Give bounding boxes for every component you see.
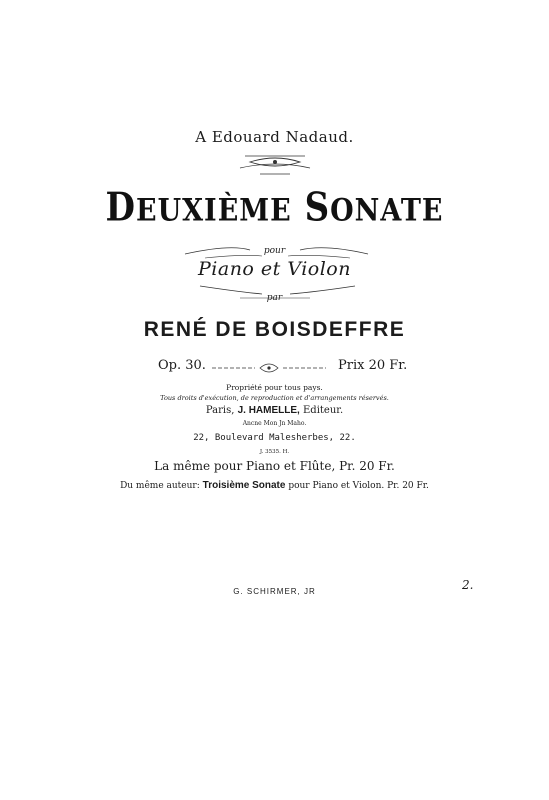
dedication: A Edouard Nadaud.: [195, 128, 354, 146]
library-stamp: G. SCHIRMER, JR: [233, 587, 316, 596]
price: Prix 20 Fr.: [338, 358, 408, 373]
dash-ornament: [0, 358, 549, 378]
composer-name: RENÉ DE BOISDEFFRE: [143, 318, 406, 341]
flourish-ornament-top: [0, 148, 549, 188]
opus-number: Op. 30.: [158, 358, 206, 373]
also-available: La même pour Piano et Flûte, Pr. 20 Fr.: [154, 459, 395, 473]
par-label: par: [266, 293, 283, 303]
pour-label: pour: [263, 246, 286, 256]
rights-notice: Propriété pour tous pays.: [226, 383, 323, 392]
instrumentation: Piano et Violon: [198, 258, 351, 280]
plate-number: J. 3535. H.: [259, 449, 290, 455]
same-author-note: Du même auteur: Troisième Sonate pour Piano et Violon. Pr. 20 Fr.: [120, 480, 429, 491]
publisher-predecessor: Ancne Mon Jn Maho.: [242, 420, 307, 427]
page-mark: 2.: [462, 578, 474, 592]
work-title: DEUXIÈME SONATE: [105, 185, 444, 231]
publisher-line: Paris, J. HAMELLE, Editeur.: [205, 405, 344, 416]
publisher-address: 22, Boulevard Malesherbes, 22.: [193, 433, 356, 443]
rights-reserved: Tous droits d'exécution, de reproduction et d'arrangements réservés.: [160, 394, 389, 402]
